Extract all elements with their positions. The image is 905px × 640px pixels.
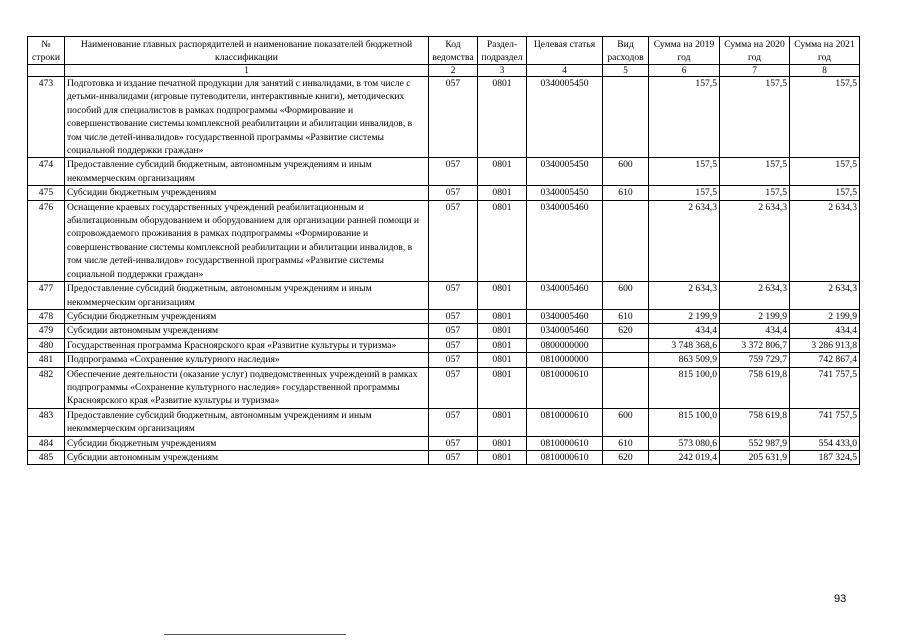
column-number: 6 [649, 65, 720, 77]
row-target: 0340005460 [527, 324, 603, 338]
row-name: Субсидии автономным учреждениям [65, 324, 429, 338]
row-sum-2021: 187 324,5 [790, 450, 860, 464]
row-name: Подпрограмма «Сохранение культурного наследия» [65, 353, 429, 367]
table-row [28, 158, 860, 186]
row-name: Субсидии бюджетным учреждениям [65, 309, 429, 323]
row-dept-code: 057 [429, 408, 478, 436]
header-section: Раздел- подраздел [478, 37, 527, 65]
page-number: 93 [834, 593, 847, 605]
table-row [28, 309, 860, 323]
header-row-number: № строки [28, 37, 65, 65]
column-number: 2 [429, 65, 478, 77]
footer-divider [164, 634, 346, 635]
row-sum-2021: 157,5 [790, 158, 860, 186]
row-target: 0810000610 [527, 367, 603, 408]
row-target: 0340005460 [527, 200, 603, 281]
row-sum-2021: 2 634,3 [790, 282, 860, 310]
row-expense-type [603, 338, 649, 352]
row-dept-code: 057 [429, 282, 478, 310]
row-name: Оснащение краевых государственных учреждений реабилитационным и абилитационным оборудованием и оборудованием для организации ранней помощи и сопровождаемого проживания в рамках подпрограммы «Формирование и совершенствование системы комплексной реабилитации и абилитации инвалидов, в том числе детей-инвалидов» государственной программы «Развитие системы социальной поддержки граждан» [65, 200, 429, 281]
row-section: 0801 [478, 309, 527, 323]
table-row [28, 77, 860, 158]
row-name: Подготовка и издание печатной продукции для занятий с инвалидами, в том числе с детьми-инвалидами (игровые путеводители, интерактивные книги), методических пособий для специалистов в рамках подпрограммы «Формирование и совершенствование системы комплексной реабилитации и абилитации инвалидов, в том числе детей-инвалидов» государственной программы «Развитие системы социальной поддержки граждан» [65, 77, 429, 158]
row-target: 0340005450 [527, 158, 603, 186]
row-expense-type: 610 [603, 436, 649, 450]
row-sum-2019: 573 080,6 [649, 436, 720, 450]
row-section: 0801 [478, 324, 527, 338]
row-dept-code: 057 [429, 158, 478, 186]
row-expense-type: 600 [603, 158, 649, 186]
column-number-row [28, 65, 860, 77]
row-expense-type: 620 [603, 324, 649, 338]
header-expense-type: Вид расходов [603, 37, 649, 65]
row-section: 0801 [478, 353, 527, 367]
table-row [28, 324, 860, 338]
row-target: 0340005460 [527, 282, 603, 310]
row-sum-2019: 815 100,0 [649, 408, 720, 436]
row-sum-2021: 741 757,5 [790, 367, 860, 408]
row-target: 0810000610 [527, 408, 603, 436]
row-expense-type [603, 200, 649, 281]
row-number: 477 [28, 282, 65, 310]
row-number: 485 [28, 450, 65, 464]
row-number: 476 [28, 200, 65, 281]
header-row [28, 37, 860, 65]
row-number: 474 [28, 158, 65, 186]
table-row [28, 450, 860, 464]
row-sum-2020: 157,5 [720, 77, 790, 158]
row-sum-2021: 434,4 [790, 324, 860, 338]
row-target: 0810000610 [527, 450, 603, 464]
row-section: 0801 [478, 200, 527, 281]
row-sum-2020: 157,5 [720, 158, 790, 186]
row-target: 0800000000 [527, 338, 603, 352]
header-sum-2019: Сумма на 2019 год [649, 37, 720, 65]
row-target: 0810000610 [527, 436, 603, 450]
row-dept-code: 057 [429, 353, 478, 367]
row-sum-2019: 157,5 [649, 77, 720, 158]
column-number: 5 [603, 65, 649, 77]
row-name: Государственная программа Красноярского края «Развитие культуры и туризма» [65, 338, 429, 352]
row-number: 480 [28, 338, 65, 352]
column-number: 8 [790, 65, 860, 77]
header-target: Целевая статья [527, 37, 603, 65]
row-section: 0801 [478, 367, 527, 408]
row-expense-type [603, 367, 649, 408]
row-name: Предоставление субсидий бюджетным, автономным учреждениям и иным некоммерческим организациям [65, 158, 429, 186]
row-number: 483 [28, 408, 65, 436]
row-number: 475 [28, 186, 65, 200]
row-sum-2020: 759 729,7 [720, 353, 790, 367]
row-expense-type: 610 [603, 186, 649, 200]
row-sum-2020: 434,4 [720, 324, 790, 338]
header-sum-2021: Сумма на 2021 год [790, 37, 860, 65]
budget-table [27, 36, 860, 465]
row-number: 473 [28, 77, 65, 158]
table-row [28, 353, 860, 367]
row-sum-2019: 434,4 [649, 324, 720, 338]
row-sum-2020: 552 987,9 [720, 436, 790, 450]
row-sum-2019: 815 100,0 [649, 367, 720, 408]
row-sum-2019: 157,5 [649, 186, 720, 200]
row-sum-2019: 3 748 368,6 [649, 338, 720, 352]
row-number: 478 [28, 309, 65, 323]
row-number: 479 [28, 324, 65, 338]
row-target: 0340005460 [527, 309, 603, 323]
row-name: Обеспечение деятельности (оказание услуг) подведомственных учреждений в рамках подпрограммы «Сохранение культурного наследия» государственной программы Красноярского края «Развитие культуры и туризма» [65, 367, 429, 408]
row-name: Предоставление субсидий бюджетным, автономным учреждениям и иным некоммерческим организациям [65, 408, 429, 436]
row-name: Субсидии автономным учреждениям [65, 450, 429, 464]
row-sum-2021: 2 199,9 [790, 309, 860, 323]
row-sum-2019: 2 634,3 [649, 282, 720, 310]
row-expense-type [603, 77, 649, 158]
table-row [28, 436, 860, 450]
header-name: Наименование главных распорядителей и наименование показателей бюджетной классификации [65, 37, 429, 65]
row-expense-type: 600 [603, 282, 649, 310]
row-sum-2020: 2 634,3 [720, 200, 790, 281]
table-row [28, 408, 860, 436]
table-row [28, 200, 860, 281]
row-dept-code: 057 [429, 309, 478, 323]
header-sum-2020: Сумма на 2020 год [720, 37, 790, 65]
row-expense-type: 610 [603, 309, 649, 323]
row-dept-code: 057 [429, 367, 478, 408]
row-sum-2019: 242 019,4 [649, 450, 720, 464]
table-row [28, 282, 860, 310]
row-sum-2020: 2 199,9 [720, 309, 790, 323]
row-dept-code: 057 [429, 436, 478, 450]
row-dept-code: 057 [429, 186, 478, 200]
row-target: 0340005450 [527, 77, 603, 158]
row-sum-2019: 157,5 [649, 158, 720, 186]
row-expense-type: 600 [603, 408, 649, 436]
row-dept-code: 057 [429, 338, 478, 352]
column-number: 4 [527, 65, 603, 77]
row-number: 481 [28, 353, 65, 367]
row-target: 0340005450 [527, 186, 603, 200]
header-dept-code: Код ведомства [429, 37, 478, 65]
column-number: 7 [720, 65, 790, 77]
column-number-empty [28, 65, 65, 77]
row-number: 482 [28, 367, 65, 408]
column-number: 1 [65, 65, 429, 77]
row-sum-2020: 758 619,8 [720, 408, 790, 436]
row-sum-2021: 157,5 [790, 77, 860, 158]
row-name: Субсидии бюджетным учреждениям [65, 186, 429, 200]
row-expense-type: 620 [603, 450, 649, 464]
row-sum-2020: 2 634,3 [720, 282, 790, 310]
row-sum-2021: 741 757,5 [790, 408, 860, 436]
row-name: Субсидии бюджетным учреждениям [65, 436, 429, 450]
row-sum-2019: 2 634,3 [649, 200, 720, 281]
table-row [28, 338, 860, 352]
row-section: 0801 [478, 436, 527, 450]
row-sum-2020: 758 619,8 [720, 367, 790, 408]
row-sum-2019: 863 509,9 [649, 353, 720, 367]
row-section: 0801 [478, 450, 527, 464]
row-name: Предоставление субсидий бюджетным, автономным учреждениям и иным некоммерческим организациям [65, 282, 429, 310]
row-section: 0801 [478, 186, 527, 200]
row-number: 484 [28, 436, 65, 450]
row-section: 0801 [478, 338, 527, 352]
row-expense-type [603, 353, 649, 367]
row-dept-code: 057 [429, 77, 478, 158]
row-target: 0810000000 [527, 353, 603, 367]
row-sum-2021: 157,5 [790, 186, 860, 200]
row-sum-2021: 554 433,0 [790, 436, 860, 450]
row-sum-2020: 205 631,9 [720, 450, 790, 464]
table-row [28, 186, 860, 200]
row-dept-code: 057 [429, 324, 478, 338]
row-section: 0801 [478, 408, 527, 436]
row-sum-2020: 157,5 [720, 186, 790, 200]
row-section: 0801 [478, 77, 527, 158]
row-dept-code: 057 [429, 200, 478, 281]
row-sum-2021: 2 634,3 [790, 200, 860, 281]
row-sum-2021: 3 286 913,8 [790, 338, 860, 352]
row-sum-2019: 2 199,9 [649, 309, 720, 323]
row-section: 0801 [478, 282, 527, 310]
row-section: 0801 [478, 158, 527, 186]
row-sum-2021: 742 867,4 [790, 353, 860, 367]
column-number: 3 [478, 65, 527, 77]
table-row [28, 367, 860, 408]
row-dept-code: 057 [429, 450, 478, 464]
row-sum-2020: 3 372 806,7 [720, 338, 790, 352]
